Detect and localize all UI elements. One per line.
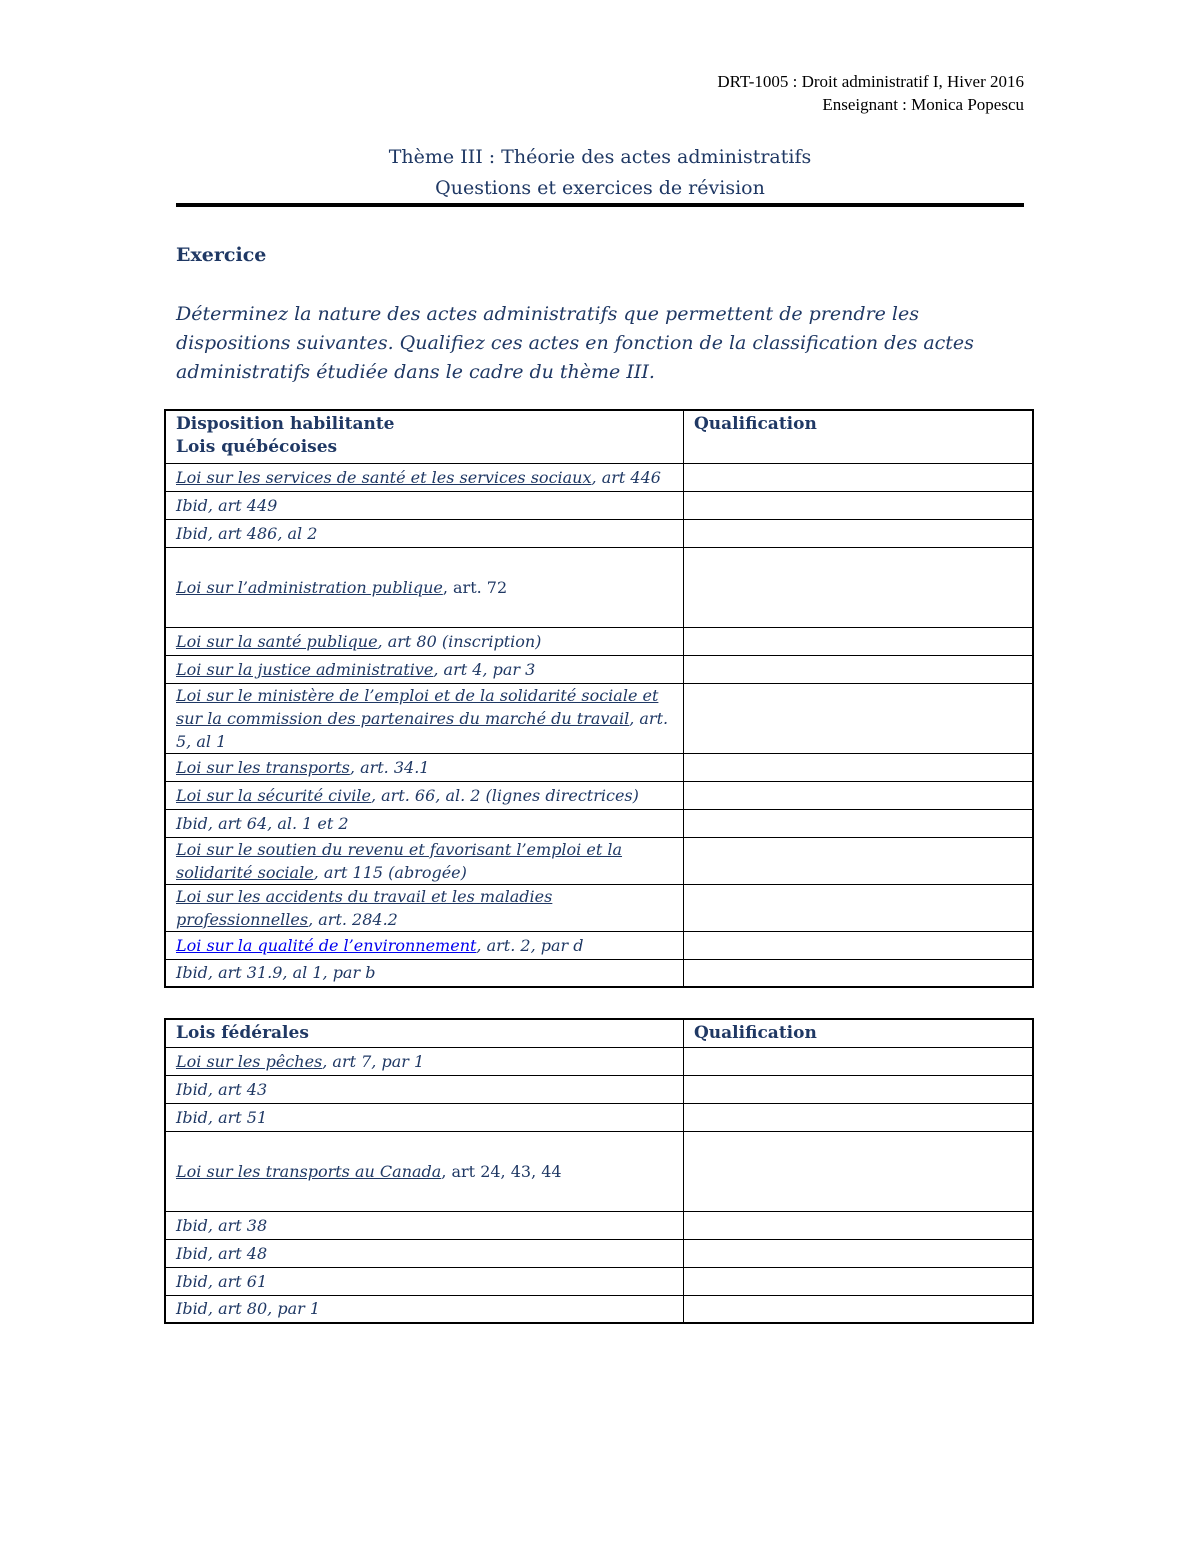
disposition-cell <box>165 753 684 781</box>
table-header-row <box>165 1019 1033 1047</box>
disposition-cell <box>165 519 684 547</box>
table-row <box>165 809 1033 837</box>
article-ref: , art. 5, al 1 <box>176 708 669 751</box>
table-row <box>165 627 1033 655</box>
law-title: Loi sur la sécurité civile <box>176 785 371 805</box>
qualification-cell[interactable] <box>684 655 1034 683</box>
table-row <box>165 1239 1033 1267</box>
article-ref: Ibid, art 486, al 2 <box>176 523 318 543</box>
table-row <box>165 884 1033 931</box>
article-ref: Ibid, art 43 <box>176 1079 268 1099</box>
qualification-cell[interactable] <box>684 627 1034 655</box>
article-ref: , art. 72 <box>442 577 508 597</box>
page-title <box>176 142 1024 204</box>
article-ref: , art. 284.2 <box>308 909 398 929</box>
disposition-cell <box>165 1103 684 1131</box>
law-link[interactable]: Loi sur la qualité de l’environnement <box>176 935 477 955</box>
title-line-2: Questions et exercices de révision <box>435 177 765 199</box>
qualification-cell[interactable] <box>684 547 1034 627</box>
article-ref: , art 115 (abrogée) <box>313 862 467 882</box>
article-ref: , art. 2, par d <box>476 935 584 955</box>
qualification-cell[interactable] <box>684 1075 1034 1103</box>
quebec-laws-table <box>164 409 1034 988</box>
qualification-cell[interactable] <box>684 1295 1034 1323</box>
law-title: Loi sur les accidents du travail et les maladies professionnelles <box>176 886 553 929</box>
article-ref: Ibid, art 51 <box>176 1107 268 1127</box>
qualification-cell[interactable] <box>684 931 1034 959</box>
article-ref: , art 4, par 3 <box>433 659 536 679</box>
article-ref: , art 446 <box>591 467 661 487</box>
article-ref: , art. 66, al. 2 (lignes directrices) <box>370 785 639 805</box>
table-row <box>165 1103 1033 1131</box>
table-row <box>165 1267 1033 1295</box>
article-ref: Ibid, art 80, par 1 <box>176 1299 321 1319</box>
disposition-cell <box>165 1047 684 1075</box>
table-row <box>165 837 1033 884</box>
disposition-cell <box>165 655 684 683</box>
header-lois-federales: Lois fédérales <box>165 1019 684 1047</box>
qualification-cell[interactable] <box>684 1267 1034 1295</box>
table-row <box>165 1047 1033 1075</box>
qualification-cell[interactable] <box>684 809 1034 837</box>
disposition-cell <box>165 683 684 753</box>
article-ref: , art 24, 43, 44 <box>441 1161 562 1181</box>
table-row <box>165 683 1033 753</box>
header-qualification: Qualification <box>684 1019 1034 1047</box>
law-title: Loi sur le ministère de l’emploi et de la solidarité sociale et sur la commission des partenaires du marché du travail <box>176 685 659 728</box>
disposition-cell <box>165 1267 684 1295</box>
qualification-cell[interactable] <box>684 519 1034 547</box>
table-header-row <box>165 410 1033 463</box>
table-row <box>165 931 1033 959</box>
disposition-cell <box>165 1131 684 1211</box>
law-title: Loi sur la santé publique <box>176 631 378 651</box>
header-disposition-label: Disposition habilitante <box>176 414 395 434</box>
course-line: DRT-1005 : Droit administratif I, Hiver 2016 <box>717 72 1024 91</box>
qualification-cell[interactable] <box>684 1103 1034 1131</box>
disposition-cell <box>165 1239 684 1267</box>
disposition-cell <box>165 959 684 987</box>
article-ref: , art 80 (inscription) <box>377 631 542 651</box>
disposition-cell <box>165 1211 684 1239</box>
header-qualification: Qualification <box>684 410 1034 463</box>
disposition-cell <box>165 627 684 655</box>
disposition-cell <box>165 1295 684 1323</box>
qualification-cell[interactable] <box>684 959 1034 987</box>
table-row <box>165 781 1033 809</box>
qualification-cell[interactable] <box>684 753 1034 781</box>
qualification-cell[interactable] <box>684 1239 1034 1267</box>
table-row <box>165 1075 1033 1103</box>
law-title: Loi sur la justice administrative <box>176 659 434 679</box>
federal-laws-table <box>164 1018 1034 1324</box>
article-ref: Ibid, art 449 <box>176 495 278 515</box>
article-ref: Ibid, art 64, al. 1 et 2 <box>176 813 349 833</box>
law-title: Loi sur les transports au Canada <box>176 1161 442 1181</box>
disposition-cell <box>165 491 684 519</box>
law-title: Loi sur les services de santé et les services sociaux <box>176 467 592 487</box>
article-ref: , art. 34.1 <box>349 757 430 777</box>
qualification-cell[interactable] <box>684 884 1034 931</box>
qualification-cell[interactable] <box>684 463 1034 491</box>
disposition-cell <box>165 931 684 959</box>
article-ref: Ibid, art 61 <box>176 1271 268 1291</box>
table-row <box>165 753 1033 781</box>
table-row <box>165 1295 1033 1323</box>
title-line-1: Thème III : Théorie des actes administratifs <box>388 146 812 168</box>
article-ref: Ibid, art 38 <box>176 1215 268 1235</box>
qualification-cell[interactable] <box>684 781 1034 809</box>
disposition-cell <box>165 837 684 884</box>
law-title: Loi sur les transports <box>176 757 350 777</box>
header-disposition <box>165 410 684 463</box>
header-lois-quebecoises: Lois québécoises <box>176 437 338 457</box>
disposition-cell <box>165 809 684 837</box>
article-ref: Ibid, art 48 <box>176 1243 268 1263</box>
table-row <box>165 491 1033 519</box>
disposition-cell <box>165 547 684 627</box>
exercice-instructions: Déterminez la nature des actes administratifs que permettent de prendre les dispositions suivantes. Qualifiez ces actes en fonction de la classification des actes administratifs étudiée dans le cadre du thème III. <box>176 303 974 383</box>
qualification-cell[interactable] <box>684 683 1034 753</box>
table-row <box>165 959 1033 987</box>
law-title: Loi sur les pêches <box>176 1051 323 1071</box>
article-ref: , art 7, par 1 <box>322 1051 425 1071</box>
qualification-cell[interactable] <box>684 1211 1034 1239</box>
disposition-cell <box>165 463 684 491</box>
disposition-cell <box>165 884 684 931</box>
table-row <box>165 655 1033 683</box>
table-row <box>165 463 1033 491</box>
article-ref: Ibid, art 31.9, al 1, par b <box>176 963 376 983</box>
teacher-line: Enseignant : Monica Popescu <box>822 95 1024 114</box>
qualification-cell[interactable] <box>684 1131 1034 1211</box>
qualification-cell[interactable] <box>684 1047 1034 1075</box>
disposition-cell <box>165 781 684 809</box>
table-row <box>165 1131 1033 1211</box>
table-row <box>165 1211 1033 1239</box>
table-row <box>165 519 1033 547</box>
qualification-cell[interactable] <box>684 837 1034 884</box>
disposition-cell <box>165 1075 684 1103</box>
law-title: Loi sur l’administration publique <box>176 577 443 597</box>
qualification-cell[interactable] <box>684 491 1034 519</box>
document-header <box>717 70 1024 116</box>
law-title: Loi sur le soutien du revenu et favorisant l’emploi et la solidarité sociale <box>176 839 623 882</box>
title-divider <box>176 203 1024 207</box>
exercice-heading: Exercice <box>176 244 267 266</box>
table-row <box>165 547 1033 627</box>
